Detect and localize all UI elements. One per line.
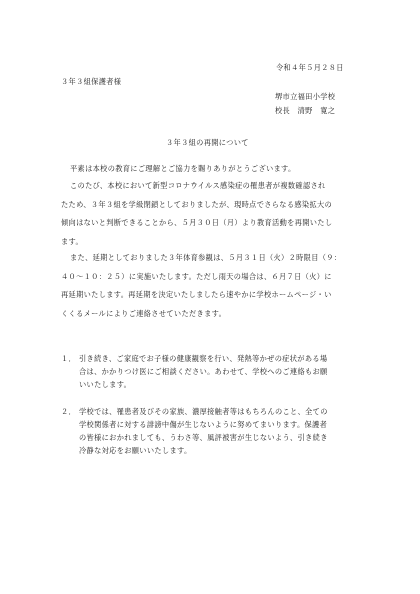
paragraph-line: ４０～１０：２５）に実施いたします。ただし雨天の場合は、６月７日（火）に [61, 271, 332, 281]
list-item [79, 352, 328, 391]
paragraph-line: くくるメールによりご連絡させていただきます。 [61, 308, 227, 318]
list-item-line: 冷静な対応をお願いいたします。 [79, 446, 192, 455]
list-item-number: １． [61, 354, 77, 363]
recipient: ３年３組保護者様 [61, 77, 122, 86]
paragraph-line: ます。 [61, 236, 84, 246]
principal-name: 校長 清野 寛之 [275, 106, 336, 115]
list-item-line: 引き続き、ご家庭でお子様の健康観察を行い、発熱等かぜの症状がある場 [79, 354, 328, 363]
greeting-paragraph: 平素は本校の教育にご理解とご協力を賜りありがとうございます。 [70, 164, 296, 173]
list-item-number: ２． [61, 407, 77, 416]
list-item-line: 合は、かかりつけ医にご相談ください。あわせて、学校へのご連絡もお願 [79, 367, 328, 376]
paragraph-line: 再延期いたします。再延期を決定いたしましたら速やかに学校ホームページ・い [61, 290, 332, 299]
list-item-line: 学校では、罹患者及びその家族、濃厚接触者等はもちろんのこと、全ての [79, 407, 328, 416]
paragraph-line: 傾向はないと判断できることから、５月３０日（月）より教育活動を再開いたし [61, 218, 333, 227]
paragraph-line: このたび、本校において新型コロナウイルス感染症の罹患者が複数確認され [70, 181, 326, 190]
sports-day-paragraph [61, 249, 341, 323]
reopening-paragraph [61, 177, 332, 251]
list-item [79, 405, 328, 457]
list-item-line: の皆様におかれましても、うわさ等、風評被害が生じないよう、引き続き [79, 433, 328, 442]
list-item-line: いいたします。 [79, 380, 132, 389]
paragraph-line: また、延期としておりました３年体育参観は、５月３１日（火）２時限目（９： [70, 253, 342, 262]
issue-date: 令和４年５月２８日 [276, 63, 344, 72]
list-item-line: 学校関係者に対する誹謗中傷が生じないように努めてまいります。保護者 [79, 420, 328, 429]
school-name: 堺市立福田小学校 [275, 92, 336, 101]
document-title: ３年３組の再開について [166, 138, 249, 147]
paragraph-line: たため、３年３組を学級閉鎖としておりましたが、現時点でさらなる感染拡大の [61, 199, 333, 209]
